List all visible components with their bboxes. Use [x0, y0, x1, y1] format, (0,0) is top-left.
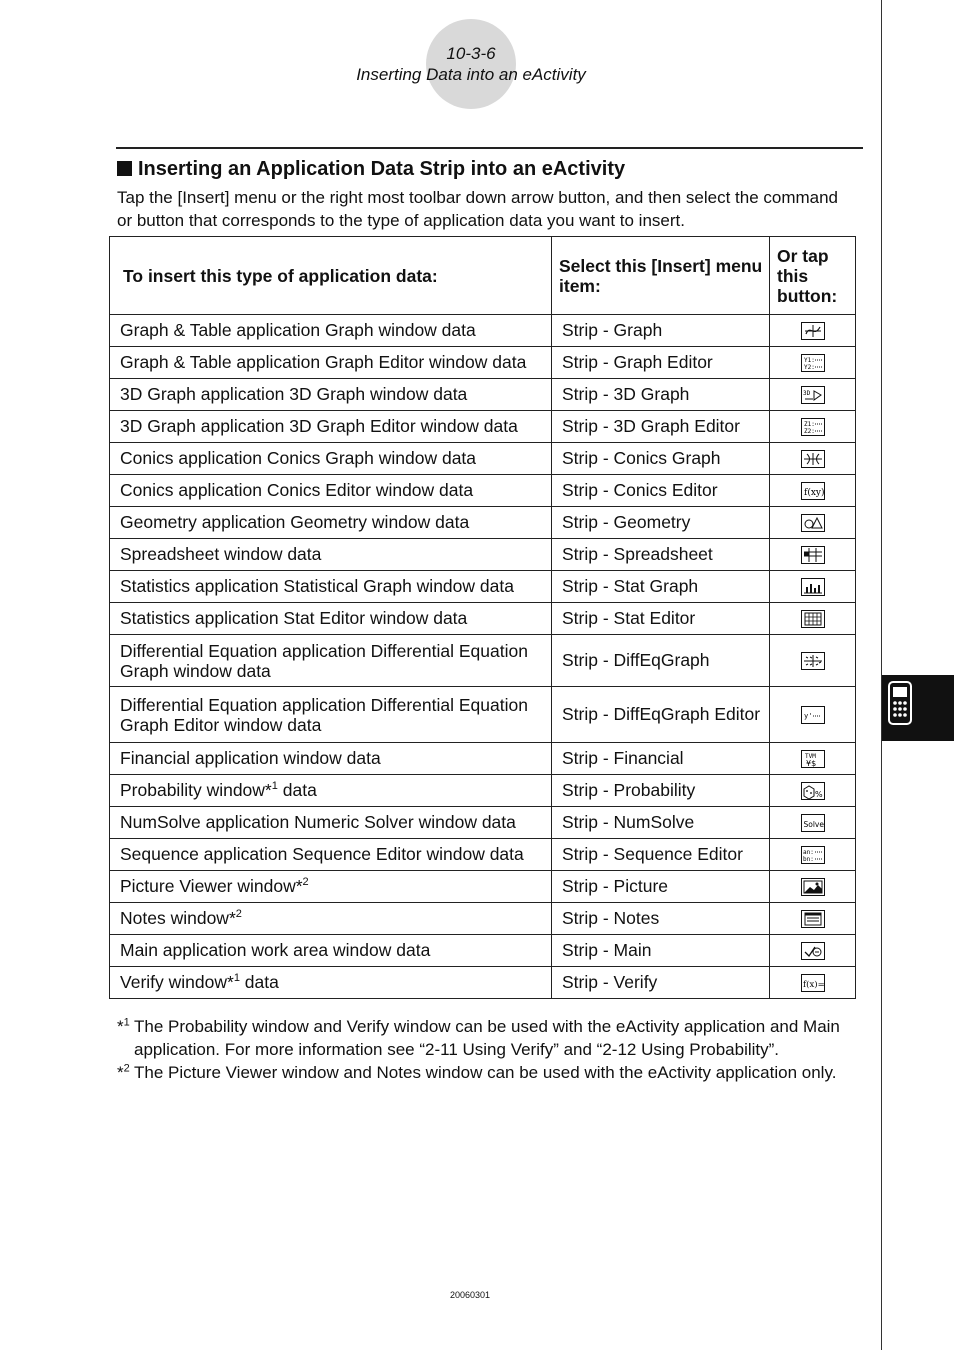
strip-table	[109, 236, 856, 999]
data-type-cell: Main application work area window data	[110, 935, 552, 967]
button-cell	[770, 775, 856, 807]
data-type-cell: Verify window*$^1$ data	[110, 967, 552, 999]
3d-graph-editor-strip-icon[interactable]	[801, 418, 825, 436]
menu-item-cell: Strip - Graph	[552, 315, 770, 347]
button-cell	[770, 443, 856, 475]
table-row	[110, 475, 856, 507]
table-row	[110, 903, 856, 935]
button-cell	[770, 871, 856, 903]
footer-code: 20060301	[449, 1290, 491, 1300]
svg-text:y': y'	[803, 712, 812, 721]
table-row	[110, 603, 856, 635]
data-type-cell: Conics application Conics Graph window data	[110, 443, 552, 475]
3d-graph-strip-icon[interactable]	[801, 386, 825, 404]
button-cell	[770, 539, 856, 571]
button-cell	[770, 743, 856, 775]
table-row	[110, 571, 856, 603]
table-row	[110, 807, 856, 839]
data-type-cell: Graph & Table application Graph window data	[110, 315, 552, 347]
button-cell	[770, 475, 856, 507]
svg-text:¥$: ¥$	[805, 759, 816, 769]
data-type-cell: Geometry application Geometry window data	[110, 507, 552, 539]
button-cell	[770, 935, 856, 967]
menu-item-cell: Strip - Conics Graph	[552, 443, 770, 475]
menu-item-cell: Strip - Financial	[552, 743, 770, 775]
menu-item-cell: Strip - Probability	[552, 775, 770, 807]
table-row	[110, 839, 856, 871]
conics-graph-strip-icon[interactable]	[801, 450, 825, 468]
stat-graph-strip-icon[interactable]	[801, 578, 825, 596]
table-row	[110, 743, 856, 775]
calculator-icon	[888, 681, 912, 725]
page-subtitle: Inserting Data into an eActivity	[356, 65, 586, 84]
table-row	[110, 315, 856, 347]
graph-strip-icon[interactable]	[801, 322, 825, 340]
data-type-cell: NumSolve application Numeric Solver window data	[110, 807, 552, 839]
main-strip-icon[interactable]	[801, 942, 825, 960]
table-header-row	[110, 237, 856, 315]
section-intro: Tap the [Insert] menu or the right most toolbar down arrow button, and then select the command or button that corresponds to the type of application data you want to insert.	[117, 188, 839, 230]
data-type-cell: Notes window*$^2$	[110, 903, 552, 935]
button-cell	[770, 379, 856, 411]
data-type-cell: Differential Equation application Differential Equation Graph window data	[110, 635, 552, 687]
chapter-tab	[882, 675, 954, 741]
menu-item-cell: Strip - 3D Graph Editor	[552, 411, 770, 443]
notes-strip-icon[interactable]	[801, 910, 825, 928]
menu-item-cell: Strip - Spreadsheet	[552, 539, 770, 571]
picture-strip-icon[interactable]	[801, 878, 825, 896]
svg-text:f(xy): f(xy)	[803, 488, 825, 499]
menu-item-cell: Strip - Geometry	[552, 507, 770, 539]
data-type-cell: Graph & Table application Graph Editor window data	[110, 347, 552, 379]
svg-text:%: %	[814, 790, 823, 800]
menu-item-cell: Strip - Stat Editor	[552, 603, 770, 635]
data-type-cell: 3D Graph application 3D Graph Editor window data	[110, 411, 552, 443]
menu-item-cell: Strip - Stat Graph	[552, 571, 770, 603]
menu-item-cell: Strip - Conics Editor	[552, 475, 770, 507]
svg-text:bn:: bn:	[802, 856, 814, 864]
footnote-text: The Probability window and Verify window can be used with the eActivity application and Main application. For more information see “2-11 Using Verify” and “2-12 Using Probability”.	[134, 1017, 840, 1059]
data-type-cell: Sequence application Sequence Editor window data	[110, 839, 552, 871]
section-rule	[116, 147, 863, 149]
button-cell	[770, 635, 856, 687]
footnote-2: *$^2$ The Picture Viewer window and Notes window can be used with the eActivity application only.	[117, 1062, 837, 1082]
table-row	[110, 775, 856, 807]
footnote-1: *$^1$ The Probability window and Verify window can be used with the eActivity application and Main application. For more information see “2-11 Using Verify” and “2-12 Using Probability”.	[117, 1016, 840, 1059]
button-cell	[770, 507, 856, 539]
table-row	[110, 967, 856, 999]
table-row	[110, 411, 856, 443]
table-row	[110, 935, 856, 967]
menu-item-cell: Strip - Verify	[552, 967, 770, 999]
menu-item-cell: Strip - Sequence Editor	[552, 839, 770, 871]
data-type-cell: 3D Graph application 3D Graph window data	[110, 379, 552, 411]
geometry-strip-icon[interactable]	[801, 514, 825, 532]
button-cell	[770, 807, 856, 839]
footnotes	[117, 1015, 857, 1084]
menu-item-cell: Strip - Main	[552, 935, 770, 967]
button-cell	[770, 347, 856, 379]
header-menu-item: Select this [Insert] menu item:	[552, 237, 770, 315]
menu-item-cell: Strip - Notes	[552, 903, 770, 935]
data-type-cell: Statistics application Statistical Graph window data	[110, 571, 552, 603]
table-row	[110, 635, 856, 687]
button-cell	[770, 315, 856, 347]
data-type-cell: Picture Viewer window*$^2$	[110, 871, 552, 903]
svg-text:Z2:: Z2:	[803, 428, 815, 436]
bullet-square-icon	[117, 161, 132, 176]
financial-strip-icon[interactable]	[801, 750, 825, 768]
svg-text:TVM: TVM	[804, 753, 816, 761]
probability-strip-icon[interactable]	[801, 782, 825, 800]
table-row	[110, 379, 856, 411]
table-row	[110, 507, 856, 539]
svg-text:Y2:: Y2:	[803, 364, 815, 372]
table-row	[110, 871, 856, 903]
button-cell	[770, 903, 856, 935]
section-title: Inserting an Application Data Strip into an eActivity	[138, 158, 626, 180]
verify-strip-icon[interactable]	[801, 974, 825, 992]
svg-text:an:: an:	[802, 849, 814, 857]
page-number: 10-3-6	[446, 44, 496, 63]
table-row	[110, 443, 856, 475]
sequence-editor-strip-icon[interactable]	[801, 846, 825, 864]
menu-item-cell: Strip - NumSolve	[552, 807, 770, 839]
data-type-cell: Financial application window data	[110, 743, 552, 775]
numsolve-strip-icon[interactable]	[801, 814, 825, 832]
header-data-type: To insert this type of application data:	[110, 237, 552, 315]
footnote-text: The Picture Viewer window and Notes window can be used with the eActivity application only.	[134, 1063, 837, 1082]
button-cell	[770, 687, 856, 743]
svg-text:Y1:: Y1:	[803, 357, 815, 365]
data-type-cell: Statistics application Stat Editor window data	[110, 603, 552, 635]
button-cell	[770, 571, 856, 603]
data-type-cell: Conics application Conics Editor window data	[110, 475, 552, 507]
graph-editor-strip-icon[interactable]	[801, 354, 825, 372]
data-type-cell: Differential Equation application Differential Equation Graph Editor window data	[110, 687, 552, 743]
button-cell	[770, 603, 856, 635]
table-row	[110, 347, 856, 379]
menu-item-cell: Strip - 3D Graph	[552, 379, 770, 411]
svg-text:Solve: Solve	[803, 820, 824, 830]
conics-editor-strip-icon[interactable]	[801, 482, 825, 500]
svg-text:3D: 3D	[802, 390, 810, 398]
table-row	[110, 539, 856, 571]
button-cell	[770, 839, 856, 871]
page-number-circle	[426, 19, 516, 109]
spreadsheet-strip-icon[interactable]	[801, 546, 825, 564]
menu-item-cell: Strip - DiffEqGraph	[552, 635, 770, 687]
data-type-cell: Probability window*$^1$ data	[110, 775, 552, 807]
diffeq-graph-strip-icon[interactable]	[801, 652, 825, 670]
menu-item-cell: Strip - DiffEqGraph Editor	[552, 687, 770, 743]
svg-text:Z1:: Z1:	[803, 421, 815, 429]
menu-item-cell: Strip - Graph Editor	[552, 347, 770, 379]
diffeq-graph-editor-strip-icon[interactable]	[801, 706, 825, 724]
menu-item-cell: Strip - Picture	[552, 871, 770, 903]
data-type-cell: Spreadsheet window data	[110, 539, 552, 571]
header-button: Or tap this button:	[770, 237, 856, 315]
button-cell	[770, 411, 856, 443]
svg-text:f(x)=: f(x)=	[802, 980, 825, 991]
stat-editor-strip-icon[interactable]	[801, 610, 825, 628]
button-cell	[770, 967, 856, 999]
section-heading	[117, 158, 625, 181]
table-row	[110, 687, 856, 743]
